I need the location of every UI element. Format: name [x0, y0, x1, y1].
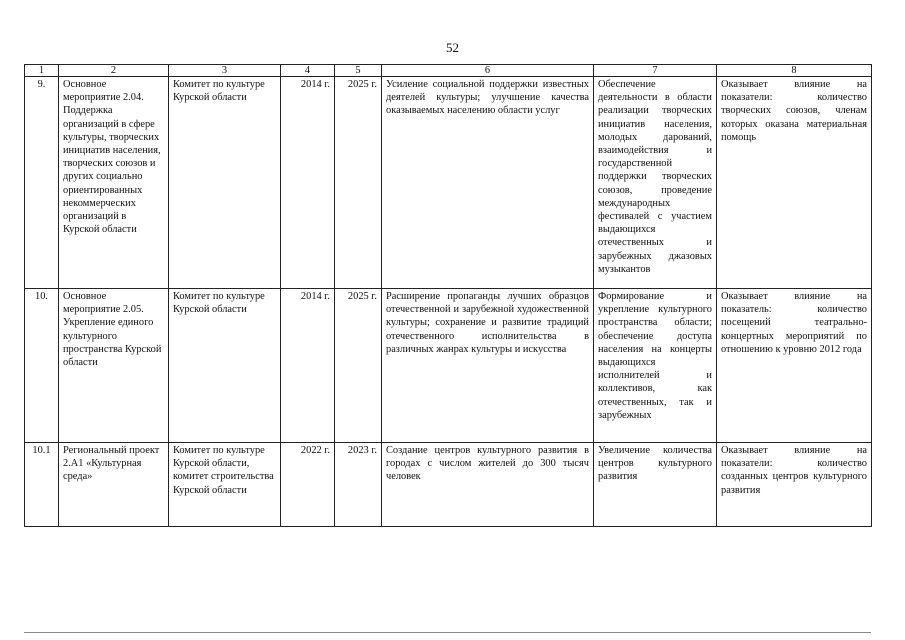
column-header: 5 — [335, 65, 382, 77]
executor-cell: Комитет по культуре Курской области, комитет строительства Курской области — [169, 443, 281, 527]
row-number: 10.1 — [25, 443, 59, 527]
table-row — [25, 289, 872, 443]
directions-cell: Увеличение количества центров культурного развития — [594, 443, 717, 527]
directions-cell: Обеспечение деятельности в области реализации творческих инициатив населения, молодых дарований, взаимодействия и государственной поддержки творческих союзов, проведение международных фестивалей с участием выдающихся отечественных и зарубежных джазовых музыкантов — [594, 77, 717, 289]
start-year-cell: 2014 г. — [281, 289, 335, 443]
end-year-cell: 2023 г. — [335, 443, 382, 527]
executor-cell: Комитет по культуре Курской области — [169, 77, 281, 289]
column-header: 7 — [594, 65, 717, 77]
result-cell: Создание центров культурного развития в городах с числом жителей до 300 тысяч человек — [382, 443, 594, 527]
executor-cell: Комитет по культуре Курской области — [169, 289, 281, 443]
event-cell: Основное мероприятие 2.05. Укрепление единого культурного пространства Курской области — [59, 289, 169, 443]
row-number: 9. — [25, 77, 59, 289]
event-cell: Региональный проект 2.А1 «Культурная среда» — [59, 443, 169, 527]
table-row — [25, 443, 872, 527]
start-year-cell: 2022 г. — [281, 443, 335, 527]
directions-cell: Формирование и укрепление культурного пространства области; обеспечение доступа населения на концерты выдающихся исполнителей и коллективов, как отечественных, так и зарубежных — [594, 289, 717, 443]
event-cell: Основное мероприятие 2.04. Поддержка организаций в сфере культуры, творческих инициатив населения, творческих союзов и других социально ориентированных некоммерческих организаций в Курской области — [59, 77, 169, 289]
end-year-cell: 2025 г. — [335, 77, 382, 289]
column-header: 8 — [717, 65, 872, 77]
result-cell: Усиление социальной поддержки известных деятелей культуры; улучшение качества оказываемых населению области услуг — [382, 77, 594, 289]
column-header: 4 — [281, 65, 335, 77]
measures-table — [24, 64, 872, 527]
start-year-cell: 2014 г. — [281, 77, 335, 289]
column-header: 2 — [59, 65, 169, 77]
result-cell: Расширение пропаганды лучших образцов отечественной и зарубежной художественной культуры; сохранение и развитие традиций отечественного исполнительства в различных жанрах культуры и искусства — [382, 289, 594, 443]
column-header: 3 — [169, 65, 281, 77]
row-number: 10. — [25, 289, 59, 443]
column-header: 6 — [382, 65, 594, 77]
end-year-cell: 2025 г. — [335, 289, 382, 443]
column-header: 1 — [25, 65, 59, 77]
table-row — [25, 77, 872, 289]
impact-cell: Оказывает влияние на показатели: количество созданных центров культурного развития — [717, 443, 872, 527]
header-row — [25, 65, 872, 77]
page-number: 52 — [446, 40, 459, 55]
impact-cell: Оказывает влияние на показатель: количество посещений театрально-концертных мероприятий по отношению к уровню 2012 года — [717, 289, 872, 443]
impact-cell: Оказывает влияние на показатели: количество творческих союзов, членам которых оказана материальная помощь — [717, 77, 872, 289]
page-bottom-rule — [24, 632, 871, 633]
